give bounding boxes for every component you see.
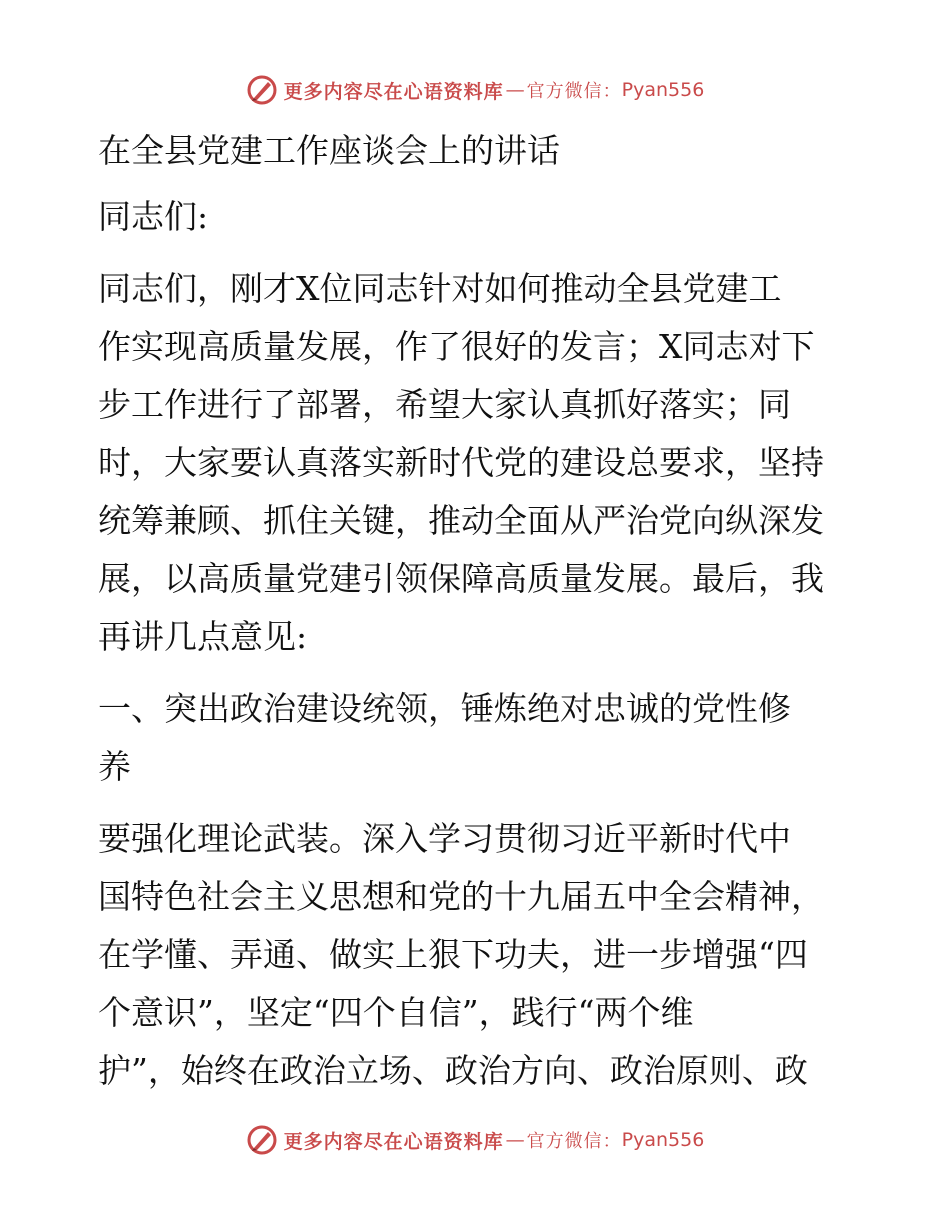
pen-logo-icon xyxy=(246,1124,278,1156)
brand-text: 更多内容尽在心语资料库 xyxy=(283,80,504,103)
pen-logo-icon xyxy=(246,74,278,106)
heading-line: 一、突出政治建设统领，锤炼绝对忠诚的党性修 xyxy=(98,689,791,728)
wechat-label: 官方微信： xyxy=(526,81,622,102)
text-line: 统筹兼顾、抓住关键，推动全面从严治党向纵深发 xyxy=(98,501,824,540)
text-line: 个意识”，坚定“四个自信”，践行“两个维 xyxy=(98,993,694,1032)
text-line: 展，以高质量党建引领保障高质量发展。最后，我 xyxy=(98,559,824,598)
text-line: 要强化理论武装。深入学习贯彻习近平新时代中 xyxy=(98,819,791,858)
text-line: 国特色社会主义思想和党的十九届五中全会精神， xyxy=(98,877,824,916)
salutation: 同志们: xyxy=(98,197,209,236)
brand-text: 更多内容尽在心语资料库 xyxy=(283,1130,504,1153)
wechat-id: Pyan556 xyxy=(621,1129,705,1151)
text-line: 在学懂、弄通、做实上狠下功夫，进一步增强“四 xyxy=(98,935,808,974)
text-line: 作实现高质量发展，作了很好的发言；X同志对下 xyxy=(98,327,815,366)
banner-separator: — xyxy=(505,1129,525,1151)
paragraph-theory xyxy=(98,810,850,1100)
text-line: 同志们，刚才X位同志针对如何推动全县党建工 xyxy=(98,269,782,308)
section-heading-1 xyxy=(98,680,850,796)
text-line: 护”，始终在政治立场、政治方向、政治原则、政 xyxy=(98,1051,808,1090)
document-title: 在全县党建工作座谈会上的讲话 xyxy=(98,131,560,170)
document-body xyxy=(98,122,850,1100)
banner-separator: — xyxy=(505,79,525,101)
header-watermark xyxy=(0,70,950,110)
text-line: 再讲几点意见: xyxy=(98,617,308,656)
wechat-label: 官方微信： xyxy=(526,1131,622,1152)
footer-watermark xyxy=(0,1120,950,1160)
paragraph-intro xyxy=(98,260,850,666)
heading-line: 养 xyxy=(98,747,131,786)
wechat-id: Pyan556 xyxy=(621,79,705,101)
text-line: 步工作进行了部署，希望大家认真抓好落实；同 xyxy=(98,385,791,424)
text-line: 时，大家要认真落实新时代党的建设总要求，坚持 xyxy=(98,443,824,482)
